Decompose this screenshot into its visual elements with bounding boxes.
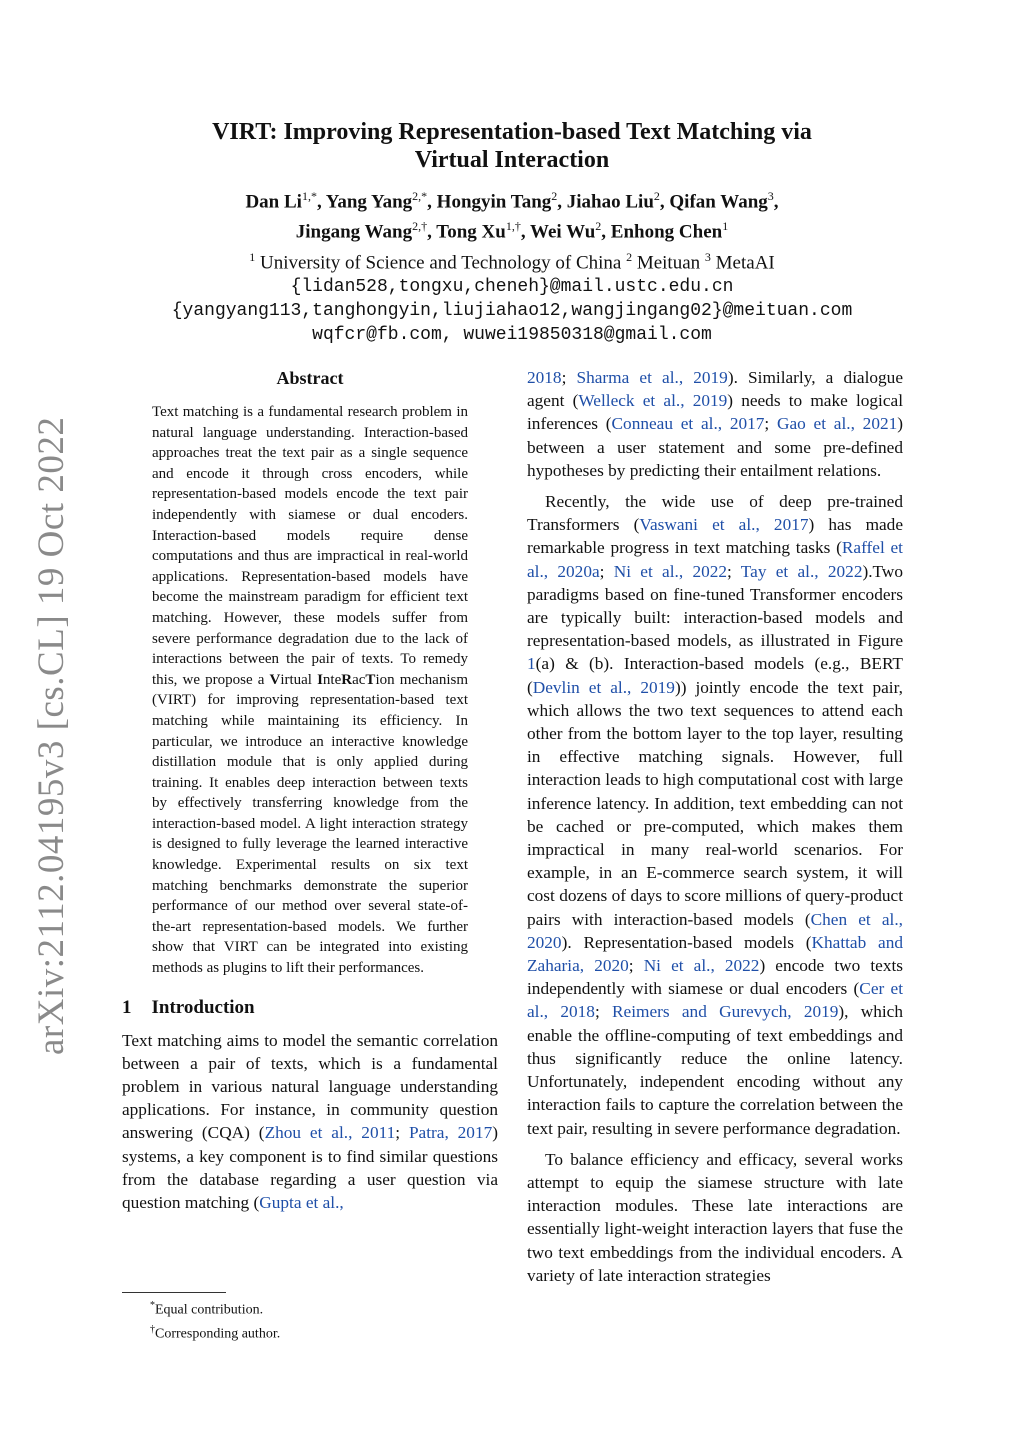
- paper-header: [0, 118, 1024, 347]
- citation-link[interactable]: Welleck et al., 2019: [578, 391, 728, 411]
- affiliations: $^1$ University of Science and Technology of China $^2$ Meituan $^3$ MetaAI: [249, 249, 775, 273]
- author-name: Jiahao Liu: [566, 191, 654, 213]
- email-line: wqfcr@fb.com, wuwei19850318@gmail.com: [312, 324, 712, 345]
- citation-link[interactable]: Gao et al., 2021: [777, 414, 898, 434]
- citation-link[interactable]: Cer et al., 2018: [527, 979, 903, 1022]
- author-name: Yang Yang: [325, 191, 413, 213]
- citation-link[interactable]: Devlin et al., 2019: [532, 677, 675, 697]
- author-list: Jingang Wang$^{2,\dagger}$, Tong $Xu^{1,\dagger}$, Wei Wu$^2$, Enhong Chen$^1$: [295, 219, 729, 243]
- author-name: Wei Wu: [530, 221, 596, 243]
- paragraph: Recently, the wide use of deep pre-trained Transformers (Vaswani et al., 2017) has made remarkable progress in text matching tasks (Raffel et al., 2020a; Ni et al., 2022; Tay et al., 2022).Two paradigms based on fine-tuned Transformer encoders are typically built: interaction-based models and representation-based models, as illustrated in Figure 1(a) & (b). Interaction-based models (e.g., BERT (Devlin et al., 2019)) jointly encode the text pair, which allows the two text sequences to attend each other from the bottom layer to the top layer, resulting in effective matching signals. However, full interaction leads to high computational cost with large inference latency. In addition, text embedding can not be cached or pre-computed, which makes them impractical in many real-world scenarios. For example, in an E-commerce search system, it will cost dozens of days to score millions of query-product pairs with interaction-based models (Chen et al., 2020). Representation-based models (Khattab and Zaharia, 2020; Ni et al., 2022) encode two texts independently with siamese or dual encoders (Cer et al., 2018; Reimers and Gurevych, 2019), which enable the offline-computing of text embeddings and thus significantly reduce the online latency. Unfortunately, independent encoding without any interaction fails to capture the correlation between the text pair, resulting in severe performance degradation.: [527, 492, 904, 1138]
- figure-reference-link[interactable]: 1: [527, 654, 536, 674]
- author-name: Qifan Wang: [669, 191, 768, 213]
- citation-link[interactable]: Khattab and Zaharia, 2020: [527, 932, 904, 976]
- abstract-body: Text matching is a fundamental research problem in natural language understanding. Interaction-based approaches treat the text pair as a single sequence and encode it through cross encoders, while representation-based models encode the text pair independently with siamese or dual encoders. Interaction-based models require dense computations and thus are impractical in real-world applications. Representation-based models have become the mainstream paradigm for efficient text matching. However, these models suffer from severe performance degradation due to the lack of interactions between the pair of texts. To remedy this, we propose a Virtual InteRacTion mechanism (VIRT) for improving representation-based text matching while maintaining its efficiency. In particular, we introduce an interactive knowledge distillation module that is only applied during training. It enables deep interaction between texts by effectively transferring knowledge from the interaction-based model. A light interaction strategy is designed to fully leverage the learned interactive knowledge. Experimental results on six text matching benchmarks demonstrate the superior performance of our method over several state-of-the-art representation-based models. We further show that VIRT can be integrated into existing methods as plugins to lift their performances.: [152, 404, 469, 977]
- author-name: Dan Li: [245, 191, 302, 213]
- author-name: Jingang Wang: [295, 221, 413, 243]
- left-column: [122, 366, 498, 1214]
- paragraph: To balance efficiency and efficacy, several works attempt to equip the siamese structure with late interaction modules. These late interactions are essentially light-weight interaction layers that fuse the two text embeddings from the individual encoders. A variety of late interaction strategies: [527, 1149, 903, 1285]
- abstract-heading: Abstract: [276, 368, 344, 388]
- citation-link[interactable]: Ni et al., 2022: [643, 956, 760, 976]
- citation-link[interactable]: Vaswani et al., 2017: [639, 515, 809, 535]
- email-line: {lidan528,tongxu,cheneh}@mail.ustc.edu.cn: [290, 276, 734, 297]
- author-name: Hongyin Tang: [436, 191, 552, 213]
- author-name: Enhong Chen: [610, 221, 723, 243]
- citation-link[interactable]: Raffel et al., 2020a: [527, 538, 903, 581]
- author-name: Tong Xu: [436, 221, 506, 243]
- citation-link[interactable]: Tay et al., 2022: [740, 561, 863, 581]
- footnote: *Equal contribution.: [150, 1300, 264, 1318]
- citation-link[interactable]: Zhou et al., 2011: [264, 1123, 396, 1143]
- section-heading-introduction: 1 Introduction: [122, 996, 255, 1018]
- intro-paragraph: Text matching aims to model the semantic correlation between a pair of texts, which is a fundamental problem in various natural language understanding applications. For instance, in community question answering (CQA) (Zhou et al., 2011; Patra, 2017) systems, a key component is to find similar questions from the database regarding a user question via question matching (Gupta et al.,: [122, 1030, 498, 1213]
- citation-link[interactable]: Gupta et al.,: [259, 1193, 344, 1213]
- footnote: †Corresponding author.: [150, 1323, 281, 1342]
- citation-link[interactable]: Sharma et al., 2019: [576, 368, 728, 387]
- citation-link[interactable]: Conneau et al., 2017: [611, 414, 765, 434]
- citation-link[interactable]: Ni et al., 2022: [613, 561, 728, 581]
- citation-link[interactable]: Patra, 2017: [408, 1123, 493, 1143]
- email-line: {yangyang113,tanghongyin,liujiahao12,wangjingang02}@meituan.com: [171, 300, 853, 321]
- footnote-divider: [122, 1292, 226, 1293]
- citation-link[interactable]: Chen et al., 2020: [527, 909, 904, 952]
- citation-link[interactable]: Reimers and Gurevych, 2019: [612, 1002, 839, 1022]
- paper-title: VIRT: Improving Representation-based Text Matching via Virtual Interaction: [212, 119, 812, 173]
- right-column: [527, 366, 903, 1287]
- paragraph: 2018; Sharma et al., 2019). Similarly, a dialogue agent (Welleck et al., 2019) needs to make logical inferences (Conneau et al., 2017; Gao et al., 2021) between a user statement and some pre-defined hypotheses by predicting their entailment relations.: [527, 368, 904, 480]
- author-list: Dan $Li^{1,*}$, Yang Yang$^{2,*}$, Hongyin Tang$^2$, Jiahao Liu$^2$, Qifan Wang$^3$,: [245, 189, 779, 213]
- citation-link[interactable]: 2018: [527, 368, 562, 387]
- arxiv-identifier-stamp: arXiv:2112.04195v3 [cs.CL] 19 Oct 2022: [31, 416, 72, 1055]
- footnotes: [122, 1292, 498, 1343]
